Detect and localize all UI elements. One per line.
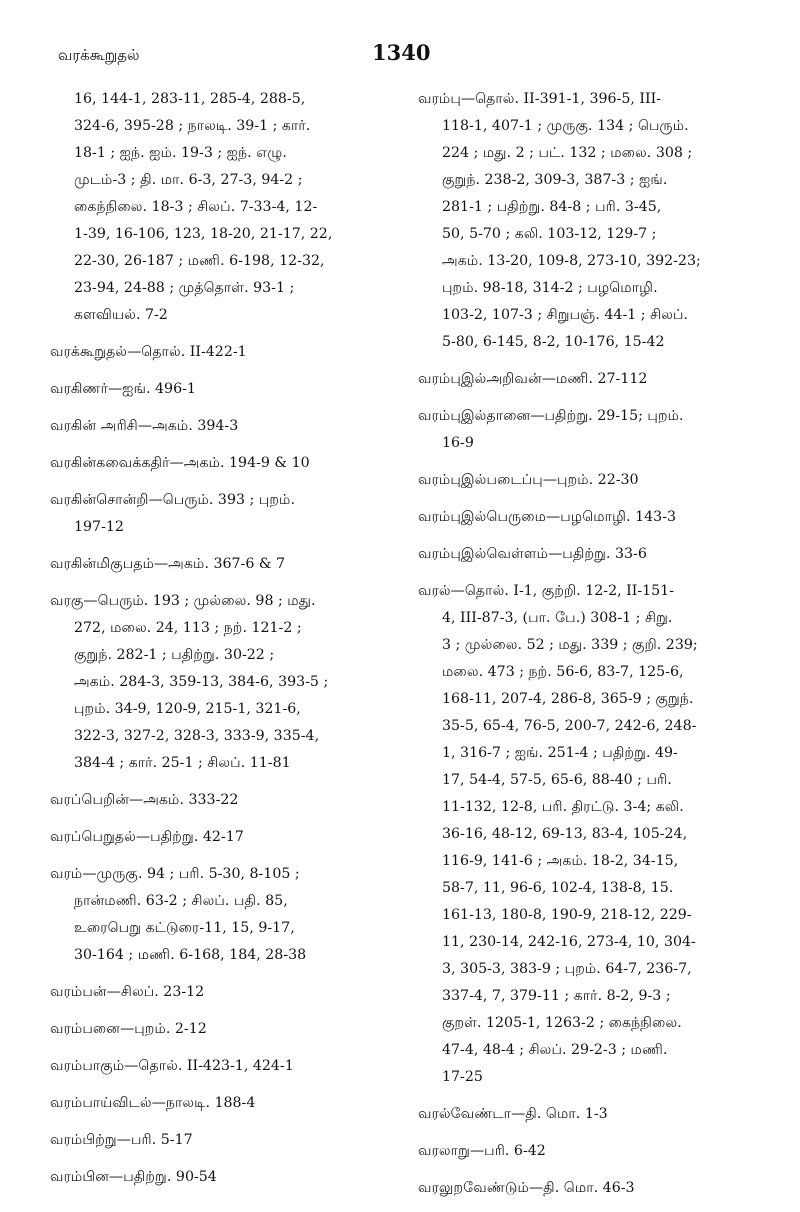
- entry-continuation-line: மலை. 473 ; நற். 56-6, 83-7, 125-6,: [442, 664, 684, 680]
- entry-continuation-line: 16-9: [442, 435, 474, 451]
- index-entry: [50, 588, 402, 777]
- index-entry: [50, 824, 402, 851]
- index-entry: [50, 551, 402, 578]
- entry-headword-line: வரம்பிற்று—பரி. 5-17: [50, 1132, 193, 1148]
- entry-continuation-line: குறள். 1205-1, 1263-2 ; கைந்நிலை.: [442, 1015, 682, 1031]
- entry-continuation-line: 36-16, 48-12, 69-13, 83-4, 105-24,: [442, 826, 688, 842]
- entry-continuation-line: 1, 316-7 ; ஐங். 251-4 ; பதிற்று. 49-: [442, 745, 678, 761]
- index-entry: [50, 376, 402, 403]
- index-entry: [50, 1127, 402, 1154]
- running-head: வரக்கூறுதல்: [58, 46, 140, 64]
- page-header: [0, 40, 800, 80]
- entry-continuation-line: 47-4, 48-4 ; சிலப். 29-2-3 ; மணி.: [442, 1042, 668, 1058]
- entry-continuation-line: 5-80, 6-145, 8-2, 10-176, 15-42: [442, 334, 665, 350]
- entry-headword-line: வரலாறு—பரி. 6-42: [418, 1143, 546, 1159]
- entry-continuation-line: 58-7, 11, 96-6, 102-4, 138-8, 15.: [442, 880, 674, 896]
- right-column: [418, 86, 764, 1212]
- entry-continuation-line: 50, 5-70 ; கலி. 103-12, 129-7 ;: [442, 226, 657, 242]
- entry-continuation-line: 17, 54-4, 57-5, 65-6, 88-40 ; பரி.: [442, 772, 672, 788]
- entry-continuation-line: அகம். 284-3, 359-13, 384-6, 393-5 ;: [74, 674, 329, 690]
- entry-continuation-line: உரைபெறு கட்டுரை-11, 15, 9-17,: [74, 920, 295, 936]
- entry-continuation-line: கைந்நிலை. 18-3 ; சிலப். 7-33-4, 12-: [74, 199, 318, 215]
- entry-headword-line: வரம்புஇல்அறிவன்—மணி. 27-112: [418, 371, 648, 387]
- index-entry: [418, 541, 764, 568]
- entry-headword-line: வரப்பெறுதல்—பதிற்று. 42-17: [50, 829, 244, 845]
- entry-headword-line: வரப்பெறின்—அகம். 333-22: [50, 792, 239, 808]
- entry-continuation-line: 322-3, 327-2, 328-3, 333-9, 335-4,: [74, 728, 320, 744]
- index-entry: [50, 487, 402, 541]
- entry-headword-line: வரம்புஇல்தானை—பதிற்று. 29-15; புறம்.: [418, 408, 684, 424]
- index-entry: [50, 1016, 402, 1043]
- entry-continuation-line: 11-132, 12-8, பரி. திரட்டு. 3-4; கலி.: [442, 799, 684, 815]
- entry-headword-line: வரம்பனை—புறம். 2-12: [50, 1021, 207, 1037]
- entry-headword-line: 16, 144-1, 283-11, 285-4, 288-5,: [74, 91, 306, 107]
- index-entry: [50, 1164, 402, 1191]
- index-entry: [50, 339, 402, 366]
- entry-headword-line: வரம்பன்—சிலப். 23-12: [50, 984, 205, 1000]
- index-entry: [418, 1101, 764, 1128]
- entry-headword-line: வரகின்சொன்றி—பெரும். 393 ; புறம்.: [50, 492, 295, 508]
- entry-headword-line: வரகின்கவைக்கதிர்—அகம். 194-9 & 10: [50, 455, 310, 471]
- entry-headword-line: வரலுறவேண்டும்—தி. மொ. 46-3: [418, 1180, 635, 1196]
- entry-headword-line: வரக்கூறுதல்—தொல். II-422-1: [50, 344, 247, 360]
- entry-continuation-line: 11, 230-14, 242-16, 273-4, 10, 304-: [442, 934, 696, 950]
- index-entry: [50, 1053, 402, 1080]
- index-entry: [418, 403, 764, 457]
- index-entry: [418, 1175, 764, 1202]
- entry-headword-line: வரம்புஇல்வெள்ளம்—பதிற்று. 33-6: [418, 546, 647, 562]
- index-entry: [50, 1090, 402, 1117]
- entry-continuation-line: 17-25: [442, 1069, 483, 1085]
- index-entry: [418, 86, 764, 356]
- index-entry: [418, 467, 764, 494]
- entry-headword-line: வரகிணர்—ஐங். 496-1: [50, 381, 196, 397]
- entry-headword-line: வரல்வேண்டா—தி. மொ. 1-3: [418, 1106, 608, 1122]
- entry-continuation-line: 103-2, 107-3 ; சிறுபஞ். 44-1 ; சிலப்.: [442, 307, 689, 323]
- entry-continuation-line: 324-6, 395-28 ; நாலடி. 39-1 ; கார்.: [74, 118, 311, 134]
- index-entry: [50, 450, 402, 477]
- index-entry: [50, 413, 402, 440]
- entry-continuation-line: 3, 305-3, 383-9 ; புறம். 64-7, 236-7,: [442, 961, 692, 977]
- entry-headword-line: வரம்புஇல்பெருமை—பழமொழி. 143-3: [418, 509, 676, 525]
- entry-headword-line: வரம்பாகும்—தொல். II-423-1, 424-1: [50, 1058, 294, 1074]
- entry-headword-line: வரம்பின—பதிற்று. 90-54: [50, 1169, 217, 1185]
- entry-continuation-line: 3 ; முல்லை. 52 ; மது. 339 ; குறி. 239;: [442, 637, 698, 653]
- entry-headword-line: வரகு—பெரும். 193 ; முல்லை. 98 ; மது.: [50, 593, 316, 609]
- entry-continuation-line: அகம். 13-20, 109-8, 273-10, 392-23;: [442, 253, 701, 269]
- entry-continuation-line: 168-11, 207-4, 286-8, 365-9 ; குறுந்.: [442, 691, 694, 707]
- index-entry: [50, 861, 402, 969]
- entry-continuation-line: முடம்-3 ; தி. மா. 6-3, 27-3, 94-2 ;: [74, 172, 303, 188]
- entry-continuation-line: களவியல். 7-2: [74, 307, 168, 323]
- index-entry: [418, 366, 764, 393]
- entry-continuation-line: 118-1, 407-1 ; முருகு. 134 ; பெரும்.: [442, 118, 689, 134]
- index-entry: [418, 578, 764, 1091]
- entry-continuation-line: 22-30, 26-187 ; மணி. 6-198, 12-32,: [74, 253, 325, 269]
- entry-continuation-line: 197-12: [74, 519, 124, 535]
- index-entry: [418, 504, 764, 531]
- entry-headword-line: வரகின்மிகுபதம்—அகம். 367-6 & 7: [50, 556, 286, 572]
- entry-continuation-line: 272, மலை. 24, 113 ; நற். 121-2 ;: [74, 620, 302, 636]
- index-entry: [50, 86, 402, 329]
- entry-continuation-line: குறுந். 282-1 ; பதிற்று. 30-22 ;: [74, 647, 275, 663]
- entry-continuation-line: புறம். 34-9, 120-9, 215-1, 321-6,: [74, 701, 301, 717]
- index-entry: [50, 979, 402, 1006]
- entry-continuation-line: குறுந். 238-2, 309-3, 387-3 ; ஐங்.: [442, 172, 668, 188]
- entry-continuation-line: 1-39, 16-106, 123, 18-20, 21-17, 22,: [74, 226, 333, 242]
- left-column: [50, 86, 402, 1201]
- entry-continuation-line: 337-4, 7, 379-11 ; கார். 8-2, 9-3 ;: [442, 988, 671, 1004]
- entry-continuation-line: 4, III-87-3, (பா. பே.) 308-1 ; சிறு.: [442, 610, 673, 626]
- entry-continuation-line: 281-1 ; பதிற்று. 84-8 ; பரி. 3-45,: [442, 199, 662, 215]
- entry-continuation-line: 161-13, 180-8, 190-9, 218-12, 229-: [442, 907, 692, 923]
- entry-headword-line: வரகின் அரிசி—அகம். 394-3: [50, 418, 239, 434]
- entry-headword-line: வரல்—தொல். I-1, குற்றி. 12-2, II-151-: [418, 583, 674, 599]
- entry-continuation-line: 384-4 ; கார். 25-1 ; சிலப். 11-81: [74, 755, 291, 771]
- entry-continuation-line: 23-94, 24-88 ; முத்தொள். 93-1 ;: [74, 280, 295, 296]
- index-entry: [418, 1138, 764, 1165]
- entry-headword-line: வரம்பு—தொல். II-391-1, 396-5, III-: [418, 91, 662, 107]
- entry-headword-line: வரம்புஇல்படைப்பு—புறம். 22-30: [418, 472, 639, 488]
- entry-headword-line: வரம்—முருகு. 94 ; பரி. 5-30, 8-105 ;: [50, 866, 300, 882]
- entry-continuation-line: நான்மணி. 63-2 ; சிலப். பதி. 85,: [74, 893, 288, 909]
- entry-continuation-line: 116-9, 141-6 ; அகம். 18-2, 34-15,: [442, 853, 679, 869]
- entry-continuation-line: புறம். 98-18, 314-2 ; பழமொழி.: [442, 280, 658, 296]
- entry-continuation-line: 35-5, 65-4, 76-5, 200-7, 242-6, 248-: [442, 718, 697, 734]
- entry-continuation-line: 30-164 ; மணி. 6-168, 184, 28-38: [74, 947, 307, 963]
- entry-continuation-line: 18-1 ; ஐந். ஐம். 19-3 ; ஐந். எழு.: [74, 145, 287, 161]
- entry-headword-line: வரம்பாய்விடல்—நாலடி. 188-4: [50, 1095, 256, 1111]
- page-number: 1340: [372, 40, 431, 65]
- index-entry: [50, 787, 402, 814]
- entry-continuation-line: 224 ; மது. 2 ; பட். 132 ; மலை. 308 ;: [442, 145, 693, 161]
